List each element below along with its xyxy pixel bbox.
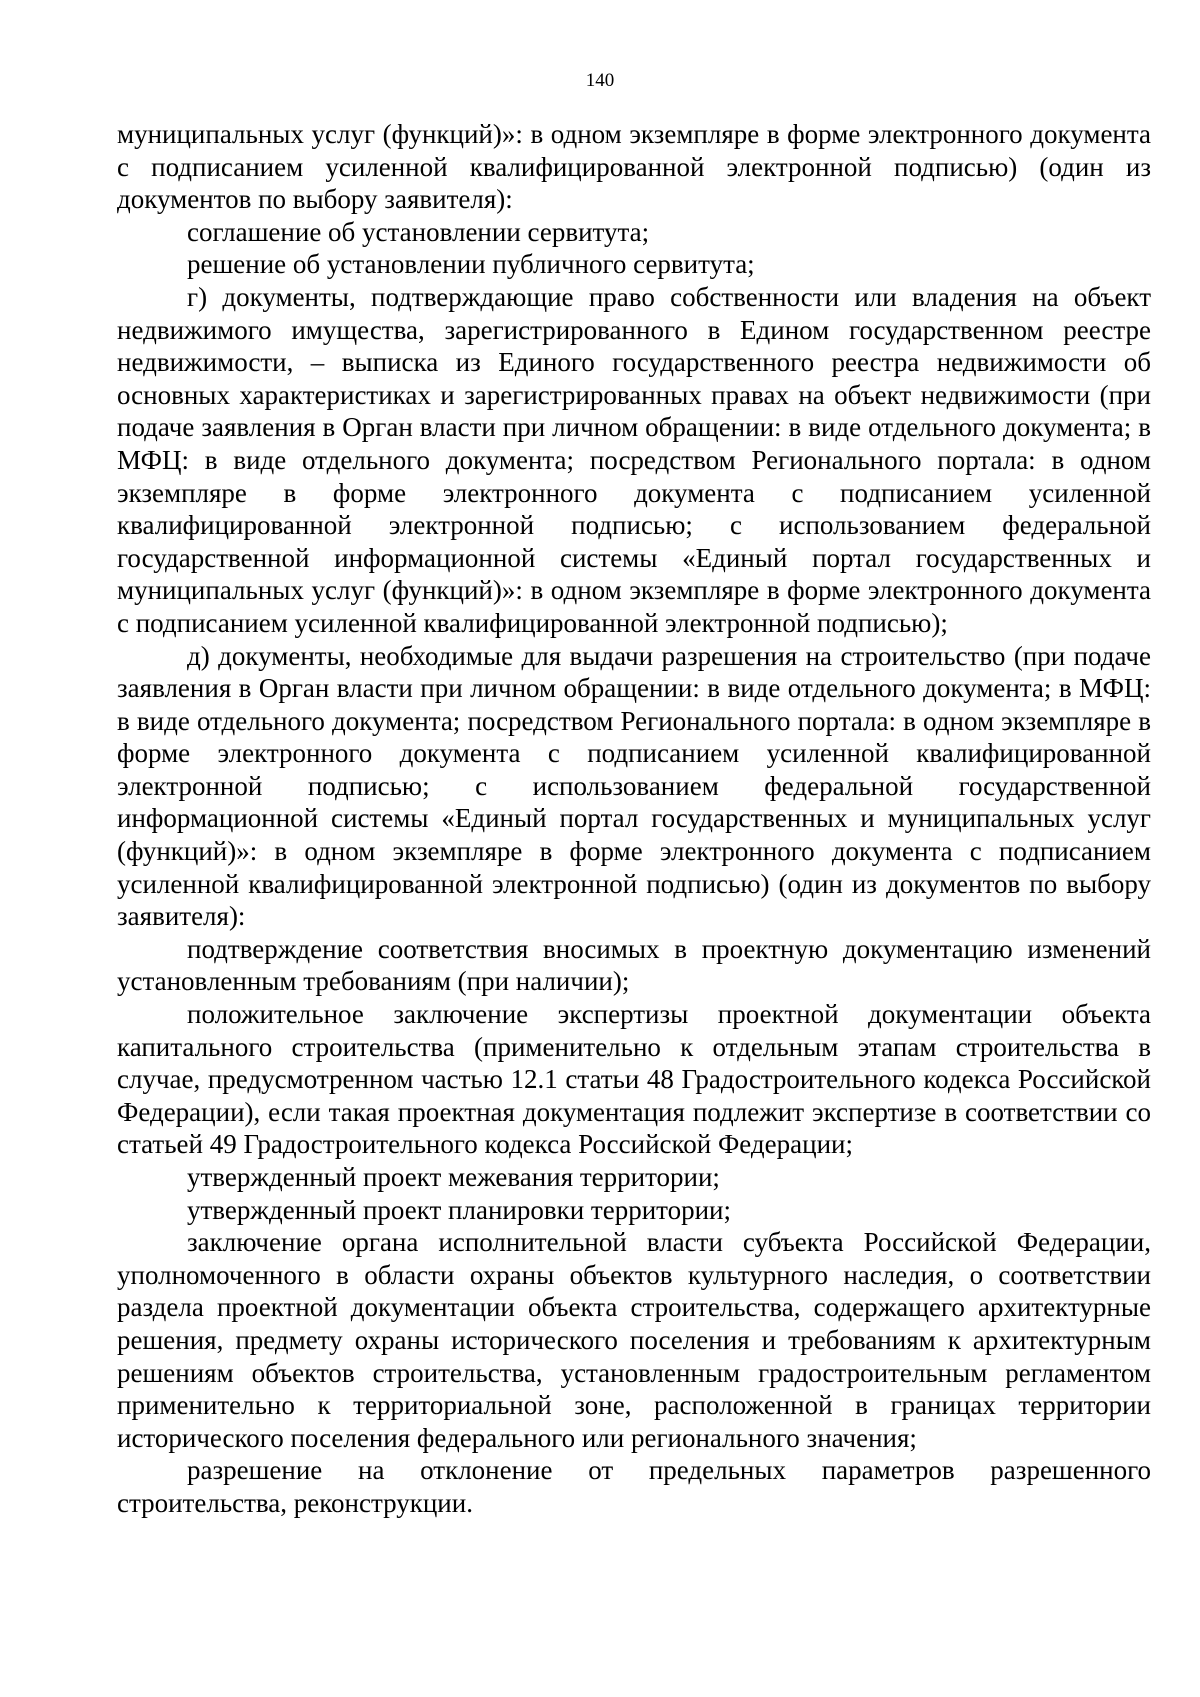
document-body [117, 118, 1151, 1520]
paragraph-public-servitude: решение об установлении публичного сервитута; [187, 249, 755, 280]
paragraph-deviation-permit: разрешение на отклонение от предельных параметров разрешенного строительства, реконструкции. [117, 1455, 1151, 1518]
paragraph-land-survey-project: утвержденный проект межевания территории; [187, 1162, 720, 1192]
paragraph-expertise-conclusion: положительное заключение экспертизы проектной документации объекта капитального строительства (применительно к отдельным этапам строительства в случае, предусмотренном частью 12.1 статьи 48 Градостроительного кодекса Российской Федерации), если такая проектная документация подлежит экспертизе в соответствии со статьей 49 Градостроительного кодекса Российской Федерации; [117, 999, 1151, 1160]
paragraph-planning-project: утвержденный проект планировки территории; [187, 1194, 732, 1225]
paragraph-heritage-conclusion: заключение органа исполнительной власти субъекта Российской Федерации, уполномоченного в области охраны объектов культурного наследия, о соответствии раздела проектной документации объекта строительства, содержащего архитектурные решения, предмету охраны исторического поселения и требованиям к архитектурным решениям объектов строительства, установленным градостроительным регламентом применительно к территориальной зоне, расположенной в границах территории исторического поселения федерального или регионального значения; [117, 1227, 1151, 1453]
paragraph-item-g: г) документы, подтверждающие право собственности или владения на объект недвижимого имущества, зарегистрированного в Едином государственном реестре недвижимости, – выписка из Единого государственного реестра недвижимости об основных характеристиках и зарегистрированных правах на объект недвижимости (при подаче заявления в Орган власти при личном обращении: в виде отдельного документа; в МФЦ: в виде отдельного документа; посредством Регионального портала: в одном экземпляре в форме электронного документа с подписанием усиленной квалифицированной электронной подписью; с использованием федеральной государственной информационной системы «Единый портал государственных и муниципальных услуг (функций)»: в одном экземпляре в форме электронного документа с подписанием усиленной квалифицированной электронной подписью); [117, 281, 1151, 638]
paragraph-compliance-confirmation: подтверждение соответствия вносимых в проектную документацию изменений установленным требованиям (при наличии); [117, 933, 1151, 997]
page-number: 140 [585, 70, 615, 91]
paragraph-item-d: д) документы, необходимые для выдачи разрешения на строительство (при подаче заявления в Орган власти при личном обращении: в виде отдельного документа; в МФЦ: в виде отдельного документа; посредством Регионального портала: в одном экземпляре в форме электронного документа с подписанием усиленной квалифицированной электронной подписью; с использованием федеральной государственной информационной системы «Единый портал государственных и муниципальных услуг (функций)»: в одном экземпляре в форме электронного документа с подписанием усиленной квалифицированной электронной подписью) (один из документов по выбору заявителя): [117, 640, 1151, 932]
paragraph-continuation: муниципальных услуг (функций)»: в одном экземпляре в форме электронного документа с подписанием усиленной квалифицированной электронной подписью) (один из документов по выбору заявителя): [117, 119, 1151, 215]
paragraph-servitude-agreement: соглашение об установлении сервитута; [187, 216, 650, 247]
